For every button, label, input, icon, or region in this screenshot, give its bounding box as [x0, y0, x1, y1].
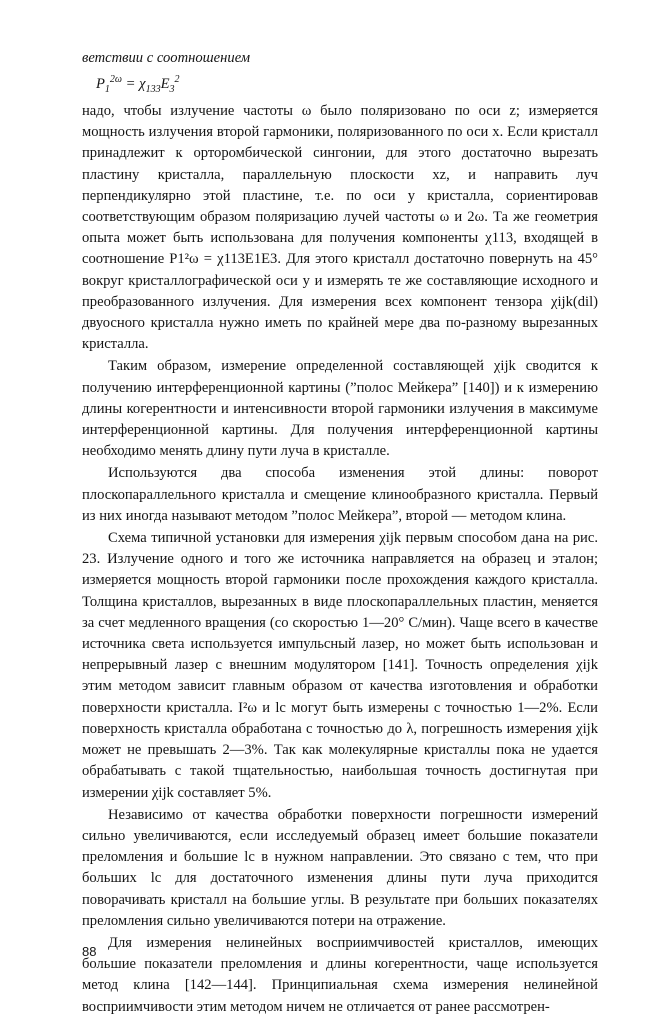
formula-chi-sub: 133: [145, 83, 161, 95]
formula-lhs-sup: 2ω: [109, 74, 122, 85]
paragraph-5: Независимо от качества обработки поверхности погрешности измерений сильно увеличиваются, если исследуемый образец имеет большие показатели преломления и большие lc в нужном направлении. Это связано с тем, что при больших lc для достаточного изменения длины пути луча приходится поворачивать кристалл на большие углы. В результате при больших показателях преломления сильно увеличиваются потери на отражение.: [82, 806, 598, 929]
lead-fragment: ветствии с соотношением: [82, 50, 251, 66]
paragraph-4: Схема типичной установки для измерения χijk первым способом дана на рис. 23. Излучение одного и того же источника направляется на образец и эталон; измеряется мощность второй гармоники после прохождения каждого кристалла. Толщина кристаллов, вырезанных в виде плоскопараллельных пластин, меняется за счет медленного вращения (со скоростью 1—20° С/мин). Чаще всего в качестве источника света используется импульсный лазер, но может быть использован и непрерывный лазер с внешним модулятором [141]. Точность определения χijk этим методом зависит главным образом от качества изготовления и обработки поверхности кристалла. I²ω и lc могут быть измерены с точностью 1—2%. Если поверхность кристалла обработана с точностью до λ, погрешность измерения χijk может не превышать 2—3%. Так как молекулярные кристаллы пока не удается обрабатывать с такой тщательностью, наибольшая точность достигнутая при измерении χijk составляет 5%.: [82, 530, 598, 801]
paragraph-3: Используются два способа изменения этой длины: поворот плоскопараллельного кристалла и смещение клинообразного кристалла. Первый из них иногда называют методом ”полос Мейкера”, второй — методом клина.: [82, 465, 598, 524]
paragraph-1: надо, чтобы излучение частоты ω было поляризовано по оси z; измеряется мощность излучения второй гармоники, поляризованного по оси x. Если кристалл принадлежит к орторомбической сингонии, для этого достаточно вырезать пластину кристалла, параллельную плоскости xz, и направить луч перпендикулярно этой пластине, т.е. по оси y кристалла, сориентировав соответствующим образом поляризацию лучей частоты ω и 2ω. Та же геометрия опыта может быть использована для получения компоненты χ113, входящей в соотношение P1²ω = χ113E1E3. Для этого кристалл достаточно повернуть на 45° вокруг кристаллографической оси y и измерять те же составляющие исходного и преобразованного излучения. Для измерения всех компонент тензора χijk(dil) двуосного кристалла нужно иметь по крайней мере два по-разному вырезанных кристалла.: [82, 103, 598, 353]
paragraph-6: Для измерения нелинейных восприимчивостей кристаллов, имеющих большие показатели преломления и длины когерентности, чаще используется метод клина [142—144]. Принципиальная схема измерения нелинейной восприимчивости этим методом ничем не отличается от ранее рассмотрен-: [82, 934, 598, 1015]
body-text: [82, 101, 598, 1018]
formula-lhs: P: [96, 75, 105, 92]
formula-rhs: E: [160, 75, 170, 92]
formula-lhs-sub: 1: [104, 83, 110, 95]
formula: [96, 74, 179, 95]
formula-eq: = χ: [121, 75, 146, 92]
paragraph-2: Таким образом, измерение определенной составляющей χijk сводится к получению интерференционной картины (”полос Мейкера” [140]) и к измерению длины когерентности и интенсивности второй гармоники излучения в максимуме интерференционной картины. Для получения интерференционной картины необходимо менять длину пути луча в кристалле.: [82, 358, 598, 460]
formula-rhs-sub: 3: [169, 83, 175, 95]
page-number: 88: [82, 944, 97, 959]
formula-rhs-sup: 2: [174, 74, 180, 85]
